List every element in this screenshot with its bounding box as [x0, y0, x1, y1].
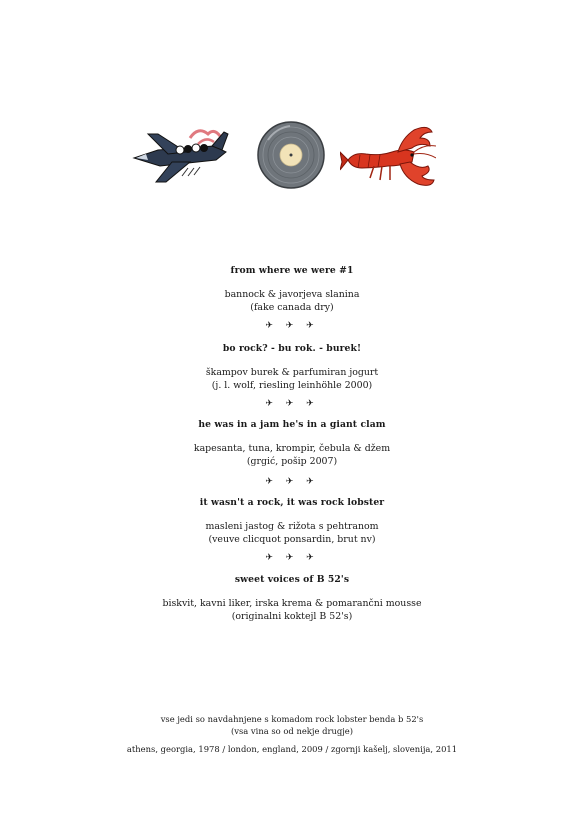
course-1	[0, 265, 584, 314]
course-title: it wasn't a rock, it was rock lobster	[199, 497, 385, 508]
dish-description: biskvit, kavni liker, irska krema & pomarančni mousse	[162, 598, 422, 609]
footer-line: (vsa vina so od nekje drugje)	[230, 725, 354, 736]
course-5	[0, 574, 584, 623]
wine-pairing: (j. l. wolf, riesling leinhöhle 2000)	[211, 379, 373, 391]
footer-line: vse jedi so navdahnjene s komadom rock lobster benda b 52's	[160, 714, 424, 724]
course-title: he was in a jam he's in a giant clam	[198, 419, 386, 430]
wine-pairing: (fake canada dry)	[250, 301, 334, 313]
separator: ✈ ✈ ✈	[265, 321, 319, 331]
wine-pairing: (veuve clicquot ponsardin, brut nv)	[208, 533, 376, 545]
separator: ✈ ✈ ✈	[265, 553, 319, 563]
separator: ✈ ✈ ✈	[265, 477, 319, 487]
footer-places	[0, 744, 584, 756]
vinyl-record-icon	[256, 120, 326, 190]
course-4	[0, 497, 584, 546]
dish-description: kapesanta, tuna, krompir, čebula & džem	[193, 443, 391, 454]
course-title: bo rock? - bu rok. - burek!	[222, 343, 362, 354]
dish-description: bannock & javorjeva slanina	[224, 289, 360, 300]
dish-description: škampov burek & parfumiran jogurt	[205, 367, 379, 378]
footer-inspiration	[0, 714, 584, 737]
illustration-row	[0, 118, 584, 198]
course-title: from where we were #1	[230, 265, 354, 276]
wine-pairing: (grgić, pošip 2007)	[246, 455, 338, 467]
dish-description: masleni jastog & rižota s pehtranom	[205, 521, 379, 532]
course-title: sweet voices of B 52's	[234, 574, 350, 585]
course-2	[0, 343, 584, 392]
airplane-icon	[128, 124, 234, 188]
wine-pairing: (originalni koktejl B 52's)	[231, 610, 353, 622]
lobster-icon	[340, 122, 436, 192]
footer-line: athens, georgia, 1978 / london, england, 2009 / zgornji kašelj, slovenija, 2011	[126, 744, 458, 754]
separator: ✈ ✈ ✈	[265, 399, 319, 409]
course-3	[0, 419, 584, 468]
